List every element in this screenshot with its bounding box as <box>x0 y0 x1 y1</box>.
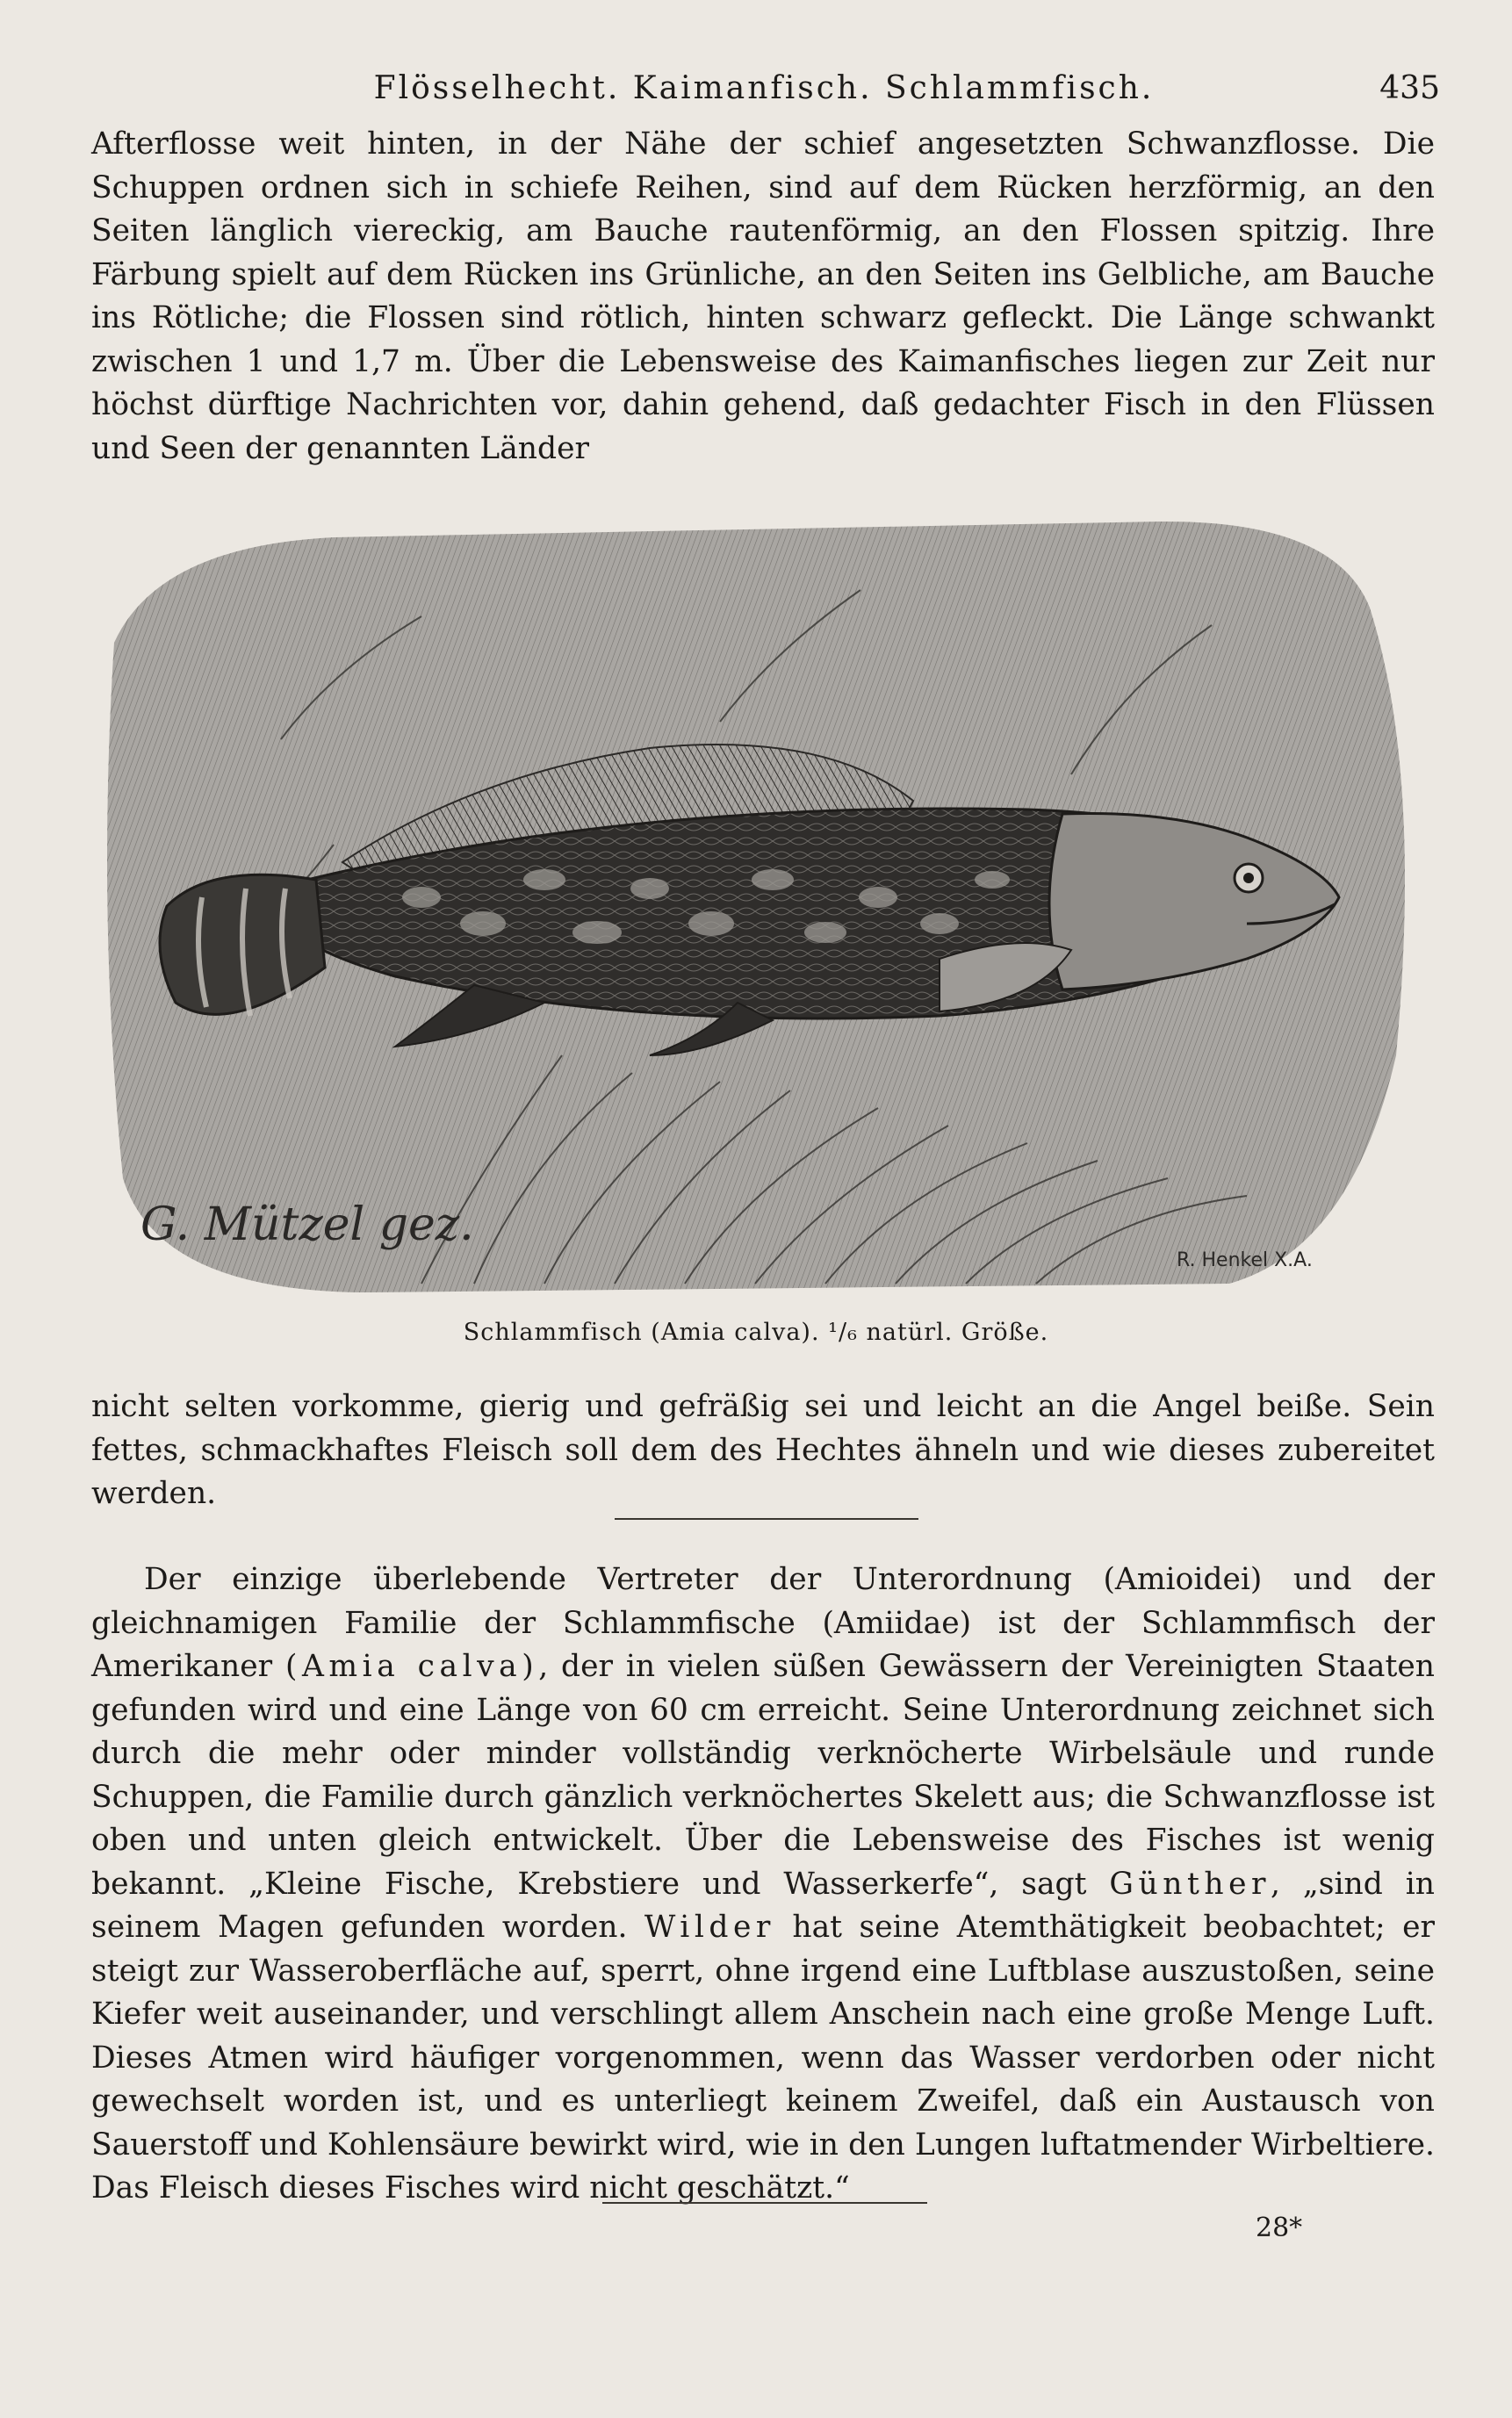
caption-scale: ¹/₆ natürl. Größe. <box>828 1319 1049 1346</box>
signature-mark: 28* <box>1256 2213 1303 2243</box>
artist-signature: G. Mützel gez. <box>140 1198 474 1251</box>
text-run: hat seine Atemthätigkeit beobachtet; er steigt zur Wasseroberfläche auf, sperrt, ohne irgend eine Luftblase auszustoßen, seine Kiefer weit auseinander, und verschlingt allem Anschein nach eine große Menge Luft. Dieses Atmen wird häufiger vorgenommen, wenn das Wasser verdorben oder nicht gewechselt worden ist, und es unterliegt keinem Zweifel, daß ein Austausch von Sauerstoff und Kohlensäure bewirkt wird, wie in den Lungen luftatmender Wirbeltiere. Das Fleisch dieses Fisches wird nicht geschätzt.“ <box>91 1910 1435 2206</box>
text-run: , der in vielen süßen Gewässern der Vereinigten Staaten gefunden wird und eine Länge von 60 cm erreicht. Seine Unterordnung zeichnet sich durch die mehr oder minder vollständig verknöcherte Wirbelsäule und runde Schuppen, die Familie durch gänzlich verknöchertes Skelett aus; die Schwanzflosse ist oben und unten gleich entwickelt. Über die Lebensweise des Fisches ist wenig bekannt. „Kleine Fische, Krebstiere und Wasserkerfe“, sagt <box>91 1649 1436 1902</box>
species-name-amia: (Amia calva) <box>285 1649 539 1684</box>
caption-species: (Amia calva). <box>651 1319 820 1346</box>
running-title: Flösselhecht. Kaimanfisch. Schlammfisch. <box>373 70 1155 106</box>
engraving-image <box>105 511 1419 1308</box>
fish-illustration <box>105 511 1419 1308</box>
paragraph-continuation: Afterflosse weit hinten, in der Nähe der schief angesetzten Schwanzflosse. Die Schuppen ordnen sich in schiefe Reihen, sind auf dem Rücken herzförmig, an den Seiten länglich viereckig, am Bauche rautenförmig, an den Flossen spitzig. Ihre Färbung spielt auf dem Rücken ins Grünliche, an den Seiten ins Gelbliche, am Bauche ins Rötliche; die Flossen sind rötlich, hinten schwarz gefleckt. Die Länge schwankt zwischen 1 und 1,7 m. Über die Lebensweise des Kaimanfisches liegen zur Zeit nur höchst dürftige Nachrichten vor, dahin gehend, daß gedachter Fisch in den Flüssen und Seen der genannten Länder <box>91 126 1435 466</box>
footnote-divider <box>602 2202 927 2204</box>
text-run: Der einzige überlebende Vertreter der Unterordnung (Amioidei) und der gleichnamigen Familie der Schlammfische (Amiidae) ist der Schlammfisch der Amerikaner <box>91 1562 1435 1684</box>
author-guenther: Günther <box>1109 1866 1271 1902</box>
page-number: 435 <box>1379 70 1440 106</box>
engraver-signature: R. Henkel X.A. <box>1177 1249 1313 1271</box>
author-wilder: Wilder <box>644 1910 775 1945</box>
section-divider <box>615 1518 918 1520</box>
running-head <box>88 70 1440 123</box>
caption-label: Schlammfisch <box>463 1319 643 1346</box>
text-run: , „sind in seinem Magen gefunden worden. <box>91 1866 1435 1945</box>
paragraph-after-figure: nicht selten vorkomme, gierig und gefräßig sei und leicht an die Angel beiße. Sein fettes, schmackhaftes Fleisch soll dem des Hechtes ähneln und wie dieses zubereitet werden. <box>91 1389 1435 1511</box>
paragraph-amia <box>91 1558 1435 2211</box>
figure-caption <box>0 1319 1512 1346</box>
